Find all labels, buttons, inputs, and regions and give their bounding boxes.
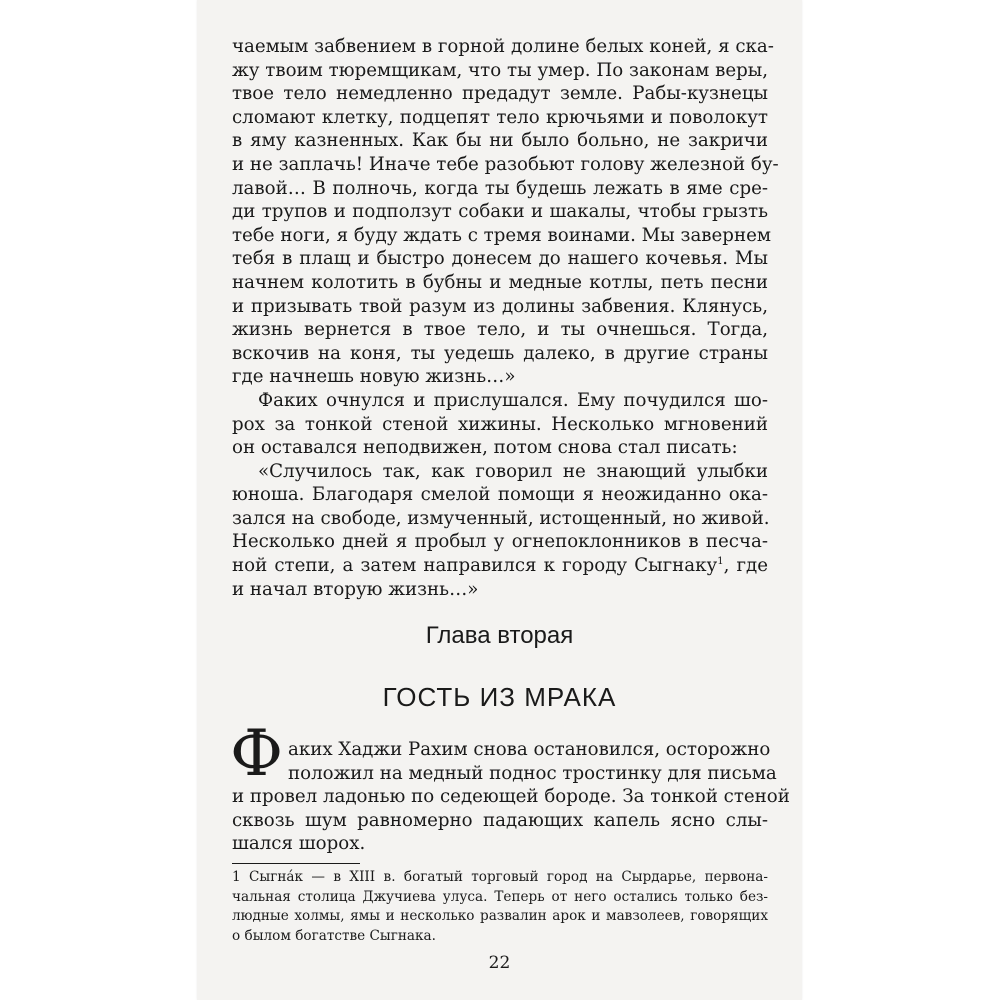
text-line: Факих очнулся и прислушался. Ему почудился шо-	[258, 389, 768, 411]
text-line: начнем колотить в бубны и медные котлы, петь песни	[232, 271, 768, 293]
text-line: лавой… В полночь, когда ты будешь лежать в яме сре-	[232, 177, 768, 199]
text-line: и провел ладонью по седеющей бороде. За тонкой стеной	[232, 786, 790, 808]
opening-paragraph	[232, 738, 790, 856]
text-line: вскочив на коня, ты уедешь далеко, в другие страны	[232, 342, 768, 364]
footnote-line: о былом богатстве Сыгнака.	[232, 927, 436, 944]
text-line-with-footnote	[232, 554, 768, 578]
text-line: «Случилось так, как говорил не знающий улыбки	[258, 460, 768, 482]
text-line: сломают клетку, подцепят тело крючьями и поволокут	[232, 106, 768, 128]
text-line-part: , где	[723, 555, 769, 577]
drop-cap: Ф	[230, 717, 284, 791]
text-line: и призывать твой разум из долины забвения. Клянусь,	[232, 295, 768, 317]
text-line: юноша. Благодаря смелой помощи я неожиданно ока-	[232, 484, 768, 506]
text-line: шался шорох.	[232, 833, 366, 855]
book-page	[197, 0, 802, 1000]
text-line: аких Хаджи Рахим снова остановился, осторожно	[288, 739, 771, 760]
text-line-part: ной степи, а затем направился к городу Сыгнаку	[232, 555, 718, 577]
text-line: он оставался неподвижен, потом снова стал писать:	[232, 437, 738, 459]
text-line: Несколько дней я пробыл у огнепоклонников в песча-	[232, 531, 768, 553]
text-line: и начал вторую жизнь…»	[232, 578, 479, 600]
text-line: зался на свободе, измученный, истощенный, но живой.	[232, 507, 770, 529]
text-line: где начнешь новую жизнь…»	[232, 366, 516, 388]
text-line: жизнь вернется в твое тело, и ты очнешься. Тогда,	[232, 319, 768, 341]
text-line: и не заплачь! Иначе тебе разобьют голову железной бу-	[232, 153, 779, 175]
footnote	[232, 868, 768, 946]
footnote-reference: 1	[717, 556, 724, 567]
body-text	[232, 35, 779, 601]
footnote-line: людные холмы, ямы и несколько развалин арок и мавзолеев, говорящих	[232, 908, 768, 925]
text-line: ди трупов и подползут собаки и шакалы, чтобы грызть	[232, 201, 768, 223]
text-line: тебя в плащ и быстро донесем до нашего кочевья. Мы	[232, 248, 768, 270]
text-line: сквозь шум равномерно падающих капель ясно слы-	[232, 809, 768, 831]
text-line: жу твоим тюремщикам, что ты умер. По законам веры,	[232, 59, 768, 81]
footnote-line: чальная столица Джучиева улуса. Теперь от него остались только без-	[232, 888, 768, 905]
text-line: рох за тонкой стеной хижины. Несколько мгновений	[232, 413, 768, 435]
text-line: положил на медный поднос тростинку для письма	[288, 762, 777, 784]
chapter-title: ГОСТЬ ИЗ МРАКА	[382, 682, 617, 712]
text-line: в яму казненных. Как бы ни было больно, не закричи	[232, 130, 768, 152]
page-number: 22	[488, 953, 511, 973]
text-line: твое тело немедленно предадут земле. Рабы-кузнецы	[232, 83, 768, 105]
chapter-label: Глава вторая	[425, 622, 574, 649]
footnote-divider	[232, 863, 360, 864]
text-line: чаемым забвением в горной долине белых коней, я ска-	[232, 36, 774, 57]
text-line: тебе ноги, я буду ждать с тремя воинами. Мы завернем	[232, 224, 771, 246]
footnote-line: 1 Сыгнáк — в XIII в. богатый торговый город на Сырдарье, первона-	[232, 869, 768, 885]
